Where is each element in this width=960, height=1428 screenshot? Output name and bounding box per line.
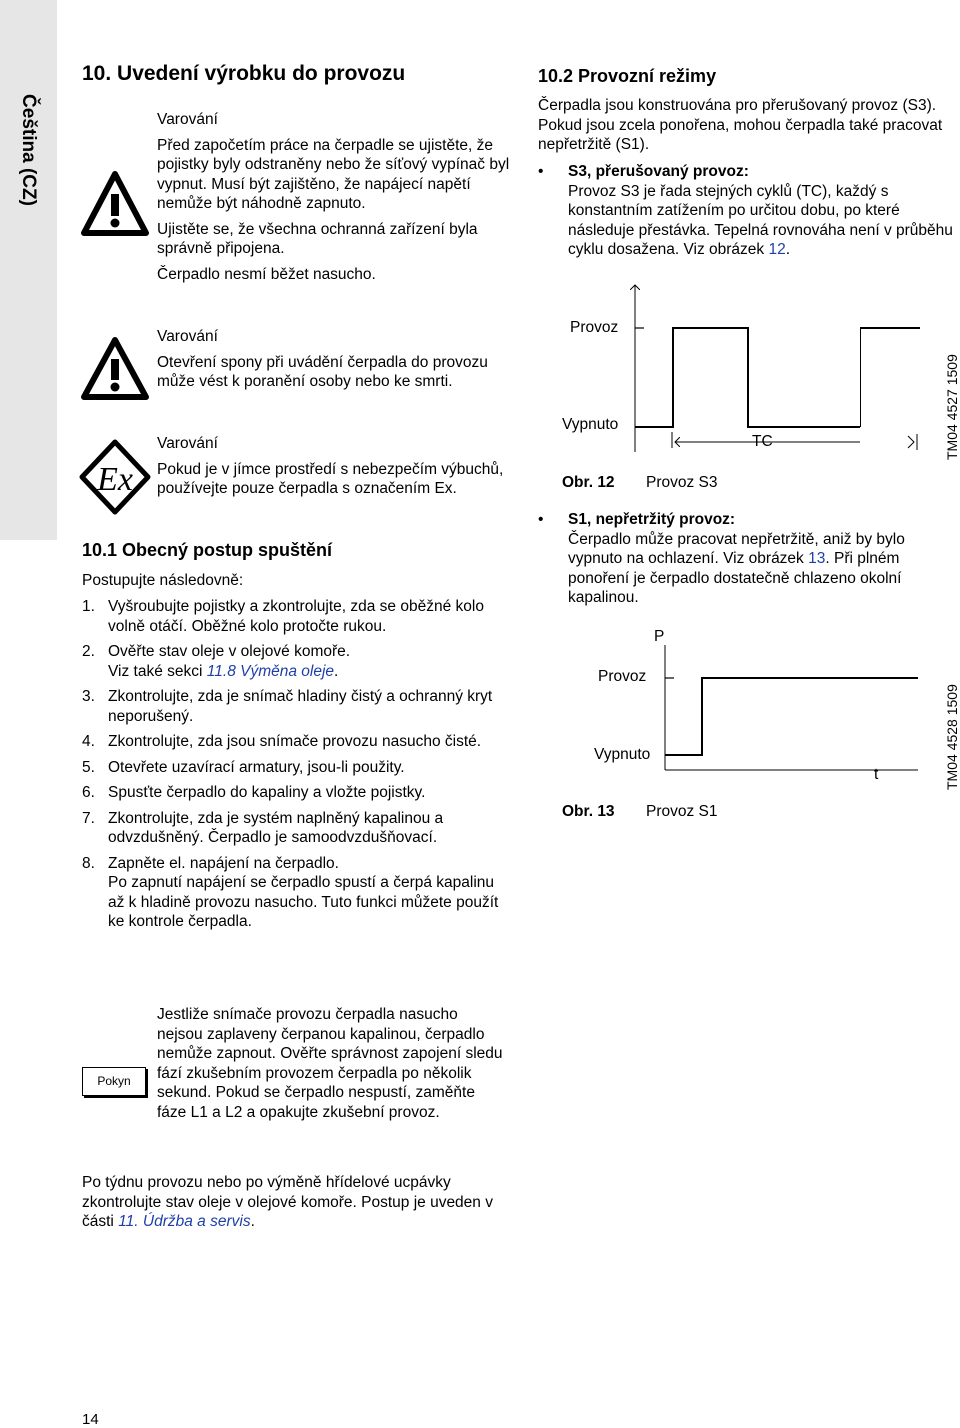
bullet-heading: S3, přerušovaný provoz:	[568, 163, 749, 180]
fig12-off-label: Vypnuto	[562, 416, 619, 433]
fig13-number: Obr. 13	[562, 803, 615, 820]
warning-text: Otevření spony při uvádění čerpadla do provozu může vést k poranění osoby nebo ke smrti.	[157, 353, 488, 390]
fig13-x-label: t	[874, 766, 879, 783]
fig13-y-label: P	[654, 628, 665, 645]
subsection-title: 10.2 Provozní režimy	[538, 66, 717, 86]
bullet-heading: S1, nepřetržitý provoz:	[568, 511, 736, 528]
fig13-off-label: Vypnuto	[594, 746, 651, 763]
section-link[interactable]: 11. Údržba a servis	[118, 1213, 251, 1230]
figure-link[interactable]: 13	[808, 550, 826, 567]
fig13-caption: Provoz S1	[646, 803, 718, 820]
list-item: 7. Zkontrolujte, zda je systém naplněný kapalinou a odvzdušněný. Čerpadlo je samoodvzdušňovací.	[82, 809, 444, 846]
warning-text: Ujistěte se, že všechna ochranná zařízení byla správně připojena.	[157, 220, 478, 257]
list-item: 4. Zkontrolujte, zda jsou snímače provozu nasucho čisté.	[82, 733, 482, 750]
s3-signal-line	[635, 328, 860, 427]
fig12-on-label: Provoz	[570, 319, 619, 336]
list-item: 2. Ověřte stav oleje v olejové komoře. Viz také sekci 11.8 Výměna oleje.	[82, 643, 351, 680]
warning-triangle-icon	[80, 170, 150, 238]
ex-symbol-text: Ex	[97, 461, 133, 498]
bullet-dot: •	[538, 163, 544, 180]
start-steps-list	[82, 597, 512, 938]
after-note-paragraph: Po týdnu provozu nebo po výměně hřídelové ucpávky zkontrolujte stav oleje v olejové komoře. Postup je uveden v části 11. Údržba a servis.	[82, 1174, 493, 1230]
side-tab-label: Čeština (CZ)	[18, 94, 39, 206]
fig12-number: Obr. 12	[562, 474, 615, 491]
bullet-s1: • S1, nepřetržitý provoz: Čerpadlo může pracovat nepřetržitě, aniž by bylo vypnuto na ochlazení. Viz obrázek 13. Při plném ponoření je čerpadlo dostatečně chlazeno okolní kapalinou.	[538, 511, 905, 606]
page-number: 14	[82, 1411, 99, 1428]
warning-label: Varování	[157, 435, 218, 452]
warning-block-1	[157, 110, 517, 284]
list-item: 1. Vyšroubujte pojistky a zkontrolujte, zda se oběžné kolo volně otáčí. Oběžné kolo protočte rukou.	[82, 598, 484, 635]
fig12-code: TM04 4527 1509	[944, 354, 960, 460]
warning-label: Varování	[157, 328, 218, 345]
bullet-s3: • S3, přerušovaný provoz: Provoz S3 je řada stejných cyklů (TC), každý s konstantním zatížením po určitou dobu, po které následuje přestávka. Tepelná rovnováha není v průběhu cyklu dosažena. Viz obrázek 12.	[538, 163, 953, 258]
list-item: 6. Spusťte čerpadlo do kapaliny a vložte pojistky.	[82, 784, 426, 801]
s1-signal-line	[665, 678, 918, 755]
figure-12-diagram-end	[860, 300, 920, 440]
note-text: Jestliže snímače provozu čerpadla nasucho nejsou zaplaveny čerpanou kapalinou, čerpadlo nemůže zapnout. Ověřte správnost zapojení sledu fází zkušebním provozem čerpadla po několik sekund. Pokud se čerpadlo nespustí, zaměňte fáze L1 a L2 a opakujte zkušební provoz.	[157, 1006, 503, 1121]
side-tab	[0, 0, 57, 540]
modes-intro: Čerpadla jsou konstruována pro přerušovaný provoz (S3). Pokud jsou zcela ponořena, mohou čerpadla také pracovat nepřetržitě (S1).	[538, 97, 943, 153]
section-title: 10. Uvedení výrobku do provozu	[82, 62, 406, 85]
warning-text: Pokud je v jímce prostředí s nebezpečím výbuchů, používejte pouze čerpadla s označením Ex.	[157, 460, 504, 497]
fig12-tc-label: TC	[752, 433, 773, 450]
steps-intro: Postupujte následovně:	[82, 572, 244, 589]
warning-text: Čerpadlo nesmí běžet nasucho.	[157, 265, 376, 283]
list-item: 3. Zkontrolujte, zda je snímač hladiny čistý a ochranný kryt neporušený.	[82, 688, 493, 725]
warning-label: Varování	[157, 111, 218, 128]
note-label-box: Pokyn	[82, 1067, 146, 1096]
fig12-caption: Provoz S3	[646, 474, 718, 491]
tc-arrow-head	[900, 430, 920, 450]
warning-triangle-icon	[80, 336, 150, 402]
section-link[interactable]: 11.8 Výměna oleje	[206, 662, 335, 680]
warning-block-3	[157, 434, 517, 499]
warning-text: Před započetím práce na čerpadle se ujistěte, že pojistky byly odstraněny nebo že síťový vypínač byl vypnut. Musí být zajištěno, že napájecí napětí nemůže být náhodně zapnuto.	[157, 136, 510, 212]
warning-block-2	[157, 327, 517, 392]
tc-arrow-tail	[670, 432, 680, 448]
subsection-title: 10.1 Obecný postup spuštění	[82, 540, 333, 560]
list-item: 8. Zapněte el. napájení na čerpadlo. Po zapnutí napájení se čerpadlo spustí a čerpá kapalinu až k hladině provozu nasucho. Tuto funkci můžete použít ke kontrole čerpadla.	[82, 854, 499, 930]
fig13-on-label: Provoz	[598, 668, 647, 685]
fig13-code: TM04 4528 1509	[944, 684, 960, 790]
list-item: 5. Otevřete uzavírací armatury, jsou-li použity.	[82, 758, 405, 776]
s3-signal-line	[860, 328, 920, 427]
ex-explosion-hazard-icon	[78, 438, 152, 516]
figure-link[interactable]: 12	[768, 241, 786, 258]
bullet-dot: •	[538, 511, 544, 528]
